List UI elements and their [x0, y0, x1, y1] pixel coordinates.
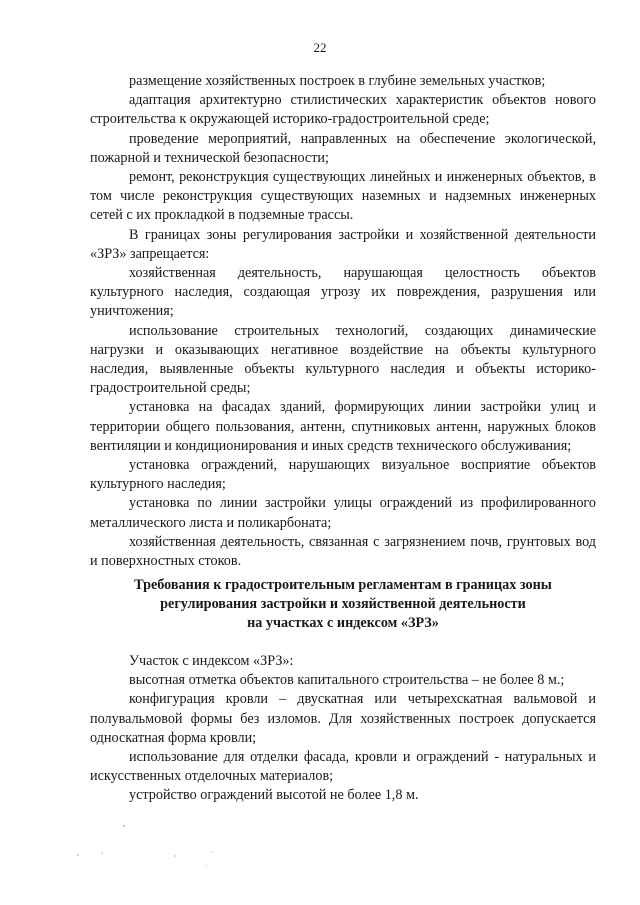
paragraph: высотная отметка объектов капитального строительства – не более 8 м.;: [129, 672, 565, 689]
heading-line: на участках с индексом «ЗРЗ»: [247, 615, 439, 632]
page-number: 22: [313, 40, 327, 55]
paragraph: проведение мероприятий, направленных на обеспечение экологической, пожарной и технической безопасности;: [90, 130, 596, 166]
paragraph: конфигурация кровли – двускатная или четырехскатная вальмовой и полувальмовой формы без изломов. Для хозяйственных построек допускается односкатная форма кровли;: [90, 691, 596, 746]
paragraph: установка на фасадах зданий, формирующих линии застройки улиц и территории общего пользования, антенн, спутниковых антенн, наружных блоков вентиляции и кондиционирования и иных средств технического обслуживания;: [90, 399, 596, 454]
paragraph: размещение хозяйственных построек в глубине земельных участков;: [129, 73, 546, 89]
paragraph: адаптация архитектурно стилистических характеристик объектов нового строительства к окружающей историко-градостроительной среде;: [90, 92, 596, 128]
paragraph: хозяйственная деятельность, связанная с загрязнением почв, грунтовых вод и поверхностных стоков.: [90, 533, 596, 570]
paragraph: установка по линии застройки улицы ограждений из профилированного металлического листа и поликарбоната;: [90, 495, 596, 531]
section-heading: [90, 576, 596, 634]
paragraph: В границах зоны регулирования застройки и хозяйственной деятельности «ЗРЗ» запрещается:: [90, 226, 596, 262]
paragraph: устройство ограждений высотой не более 1,8 м.: [129, 787, 419, 804]
paragraph: использование строительных технологий, создающих динамические нагрузки и оказывающих негативное воздействие на объекты культурного наследия, выявленные объекты культурного наследия и объекты историко-градостроительной среды;: [90, 322, 596, 397]
paragraph: использование для отделки фасада, кровли и ограждений - натуральных и искусственных отделочных материалов;: [90, 749, 596, 785]
requirements-text: [90, 652, 596, 806]
heading-line: Требования к градостроительным регламентам в границах зоны: [134, 577, 552, 593]
paragraph: установка ограждений, нарушающих визуальное восприятие объектов культурного наследия;: [90, 457, 596, 493]
paragraph: хозяйственная деятельность, нарушающая целостность объектов культурного наследия, создающая угрозу их повреждения, разрушения или уничтожения;: [90, 265, 596, 320]
heading-line: регулирования застройки и хозяйственной деятельности: [160, 596, 526, 613]
paragraph: Участок с индексом «ЗРЗ»:: [129, 653, 294, 669]
paragraph: ремонт, реконструкция существующих линейных и инженерных объектов, в том числе реконструкция существующих наземных и надземных инженерных сетей с их прокладкой в подземные трассы.: [90, 169, 596, 224]
restrictions-text: [90, 72, 596, 571]
